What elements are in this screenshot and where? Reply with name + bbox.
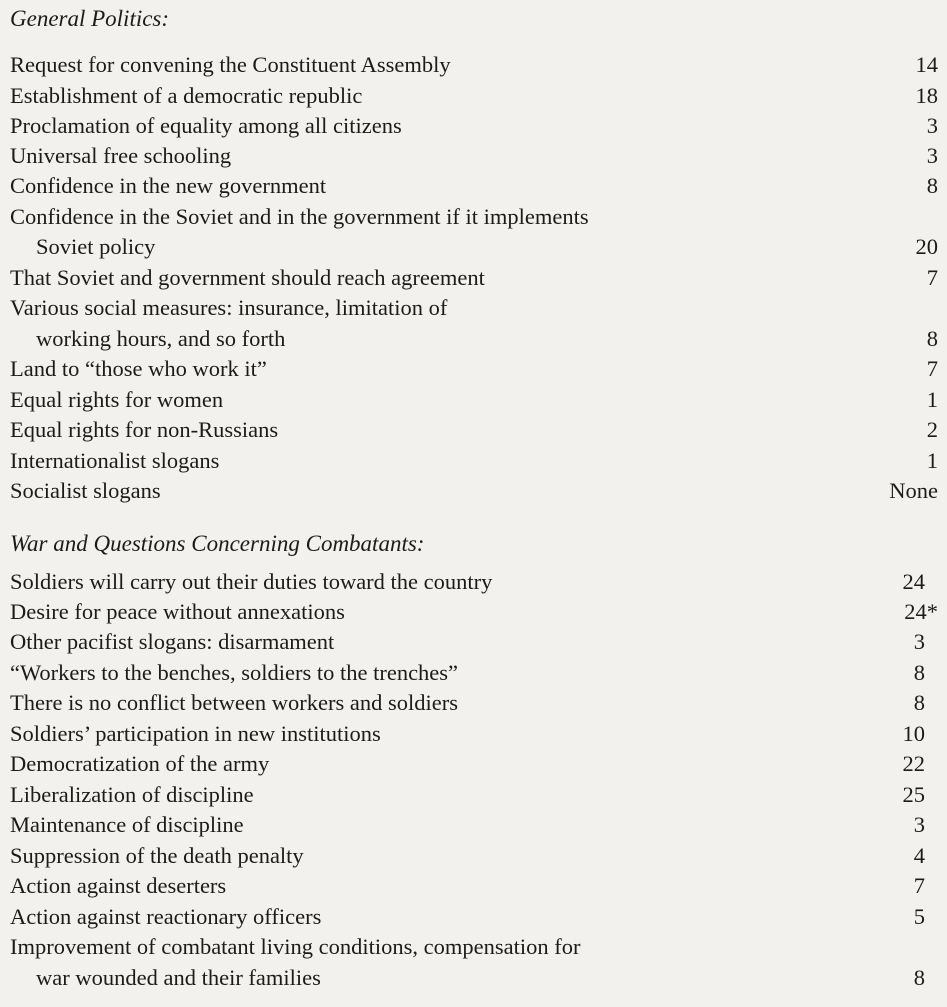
item-count: 3 [926, 113, 938, 138]
item-label-continuation: Soviet policy [36, 234, 156, 259]
item-label: Internationalist slogans [10, 448, 220, 473]
item-label: Soldiers’ participation in new institutions [10, 721, 381, 746]
list-item [0, 567, 947, 597]
item-label: “Workers to the benches, soldiers to the trenches” [10, 660, 459, 685]
item-label: Confidence in the new government [10, 173, 327, 198]
list-item [0, 658, 947, 688]
list-item [0, 841, 947, 871]
list-item [0, 627, 947, 657]
item-count: 10 [902, 721, 925, 746]
list-item-continuation [0, 232, 947, 262]
item-label: Establishment of a democratic republic [10, 83, 363, 108]
item-label-continuation: working hours, and so forth [36, 326, 286, 351]
list-item [0, 476, 947, 506]
item-count: 8 [913, 690, 925, 715]
list-item [0, 81, 947, 111]
list-item [0, 871, 947, 901]
item-label-continuation: war wounded and their families [36, 965, 321, 990]
list-item [0, 263, 947, 293]
item-count: 4 [913, 843, 925, 868]
item-count: 5 [913, 904, 925, 929]
item-label: Liberalization of discipline [10, 782, 254, 807]
item-label: Desire for peace without annexations [10, 599, 345, 624]
item-label: That Soviet and government should reach agreement [10, 265, 485, 290]
item-count: 20 [915, 234, 938, 259]
item-count: None [889, 478, 938, 503]
item-count: 7 [913, 873, 925, 898]
list-item [0, 354, 947, 384]
item-count: 3 [913, 629, 925, 654]
item-label: Maintenance of discipline [10, 812, 244, 837]
item-count: 2 [926, 417, 938, 442]
list-item-continuation [0, 963, 947, 993]
item-count: 7 [926, 265, 938, 290]
item-count: 8 [913, 660, 925, 685]
item-count: 3 [926, 143, 938, 168]
list-item [0, 141, 947, 171]
item-label: Democratization of the army [10, 751, 270, 776]
item-label: Request for convening the Constituent Assembly [10, 52, 451, 77]
item-label: Soldiers will carry out their duties toward the country [10, 569, 493, 594]
list-item [0, 50, 947, 80]
item-label: There is no conflict between workers and soldiers [10, 690, 458, 715]
list-item-continuation [0, 324, 947, 354]
item-label: Proclamation of equality among all citizens [10, 113, 402, 138]
item-count: 22 [902, 751, 925, 776]
list-item [0, 719, 947, 749]
item-label: Suppression of the death penalty [10, 843, 304, 868]
item-count: 18 [915, 83, 938, 108]
list-item [0, 385, 947, 415]
list-item [0, 202, 947, 232]
item-label: Action against deserters [10, 873, 227, 898]
item-count: 24 [902, 569, 925, 594]
list-item [0, 810, 947, 840]
list-item [0, 749, 947, 779]
item-label: Various social measures: insurance, limitation of [10, 295, 448, 320]
list-item [0, 171, 947, 201]
item-count: 1 [926, 387, 938, 412]
list-item [0, 293, 947, 323]
item-count: 1 [926, 448, 938, 473]
list-item [0, 902, 947, 932]
item-count: 7 [926, 356, 938, 381]
item-label: Equal rights for women [10, 387, 224, 412]
item-count: 8 [926, 326, 938, 351]
section-heading-war-and-combatants: War and Questions Concerning Combatants: [10, 531, 425, 556]
item-count: 25 [902, 782, 925, 807]
item-count: 14 [915, 52, 938, 77]
item-count: 8 [926, 173, 938, 198]
item-label: Improvement of combatant living conditions, compensation for [10, 934, 581, 959]
item-label: Equal rights for non-Russians [10, 417, 279, 442]
list-item [0, 688, 947, 718]
list-item [0, 111, 947, 141]
item-label: Universal free schooling [10, 143, 232, 168]
list-item [0, 780, 947, 810]
item-label: Action against reactionary officers [10, 904, 322, 929]
item-count: 24* [904, 599, 938, 624]
item-label: Confidence in the Soviet and in the government if it implements [10, 204, 589, 229]
item-count: 3 [913, 812, 925, 837]
section-heading-general-politics: General Politics: [10, 6, 170, 31]
list-item [0, 446, 947, 476]
item-label: Socialist slogans [10, 478, 161, 503]
list-item [0, 597, 947, 627]
list-item [0, 415, 947, 445]
item-label: Other pacifist slogans: disarmament [10, 629, 335, 654]
item-count: 8 [913, 965, 925, 990]
list-item [0, 932, 947, 962]
item-label: Land to “those who work it” [10, 356, 267, 381]
